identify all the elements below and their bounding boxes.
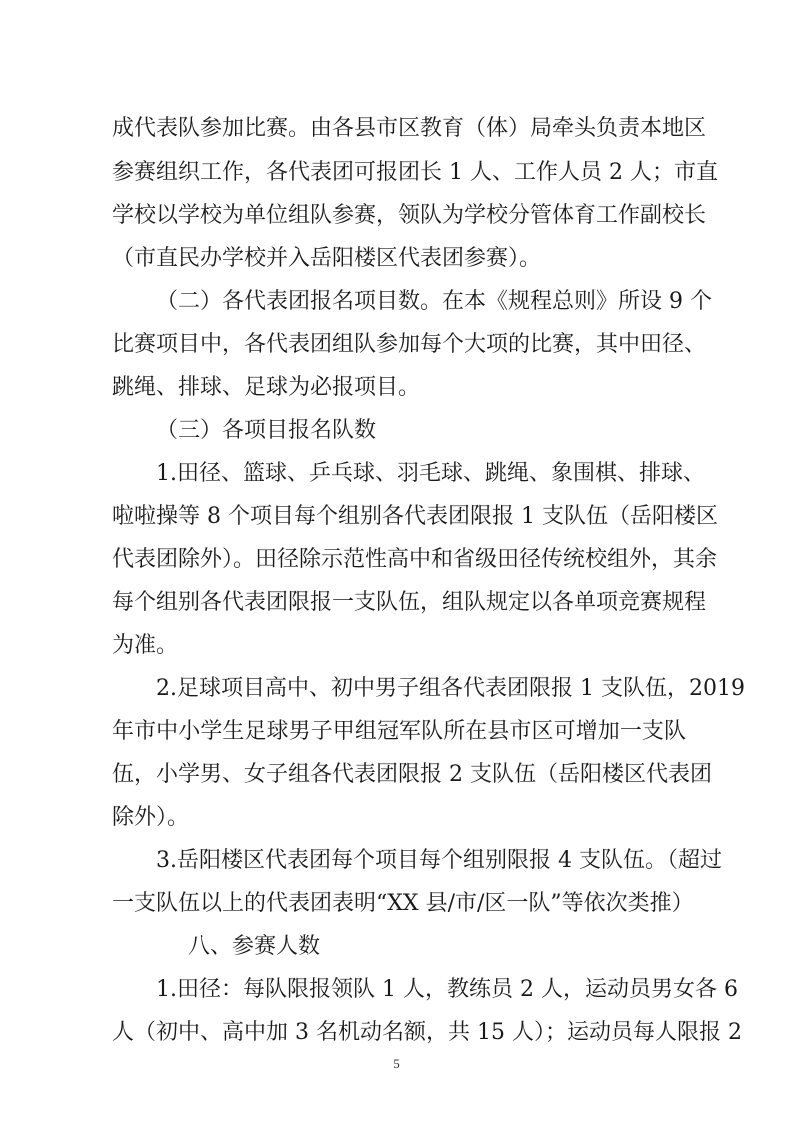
subsection-heading: （二）各代表团报名项目数。在本《规程总则》所设 9 个 (156, 289, 712, 314)
body-text-line: 伍，小学男、女子组各代表团限报 2 支队伍（岳阳楼区代表团 (112, 762, 712, 787)
body-text-line: 代表团除外）。田径除示范性高中和省级田径传统校组外，其余 (112, 547, 718, 572)
body-text-line: 比赛项目中，各代表团组队参加每个大项的比赛，其中田径、 (112, 332, 707, 357)
body-text-line: 学校以学校为单位组队参赛，领队为学校分管体育工作副校长 (112, 203, 707, 228)
body-text-line: 啦啦操等 8 个项目每个组别各代表团限报 1 支队伍（岳阳楼区 (112, 504, 718, 529)
page-number: 5 (393, 1056, 400, 1071)
subsection-heading: （三）各项目报名队数 (156, 418, 377, 443)
body-text-line: （市直民办学校并入岳阳楼区代表团参赛）。 (112, 246, 542, 271)
list-item-text: 3.岳阳楼区代表团每个项目每个组别限报 4 支队伍。（超过 (156, 848, 722, 873)
body-text-line: 年市中小学生足球男子甲组冠军队所在县市区可增加一支队 (112, 719, 686, 744)
body-text-line: 人（初中、高中加 3 名机动名额，共 15 人）；运动员每人限报 2 (112, 1020, 742, 1045)
body-text-line: 一支队伍以上的代表团表明“XX 县/市/区一队”等依次类推） (112, 891, 694, 916)
list-item-text: 2.足球项目高中、初中男子组各代表团限报 1 支队伍，2019 (156, 676, 745, 701)
list-item-text: 1.田径、篮球、乒乓球、羽毛球、跳绳、象围棋、排球、 (156, 461, 705, 486)
body-text-line: 为准。 (112, 633, 179, 658)
body-text-line: 跳绳、排球、足球为必报项目。 (112, 375, 421, 400)
body-text-line: 除外）。 (112, 805, 190, 830)
section-heading: 八、参赛人数 (188, 934, 321, 959)
body-text-line: 成代表队参加比赛。由各县市区教育（体）局牵头负责本地区 (112, 116, 707, 141)
list-item-text: 1.田径：每队限报领队 1 人，教练员 2 人，运动员男女各 6 (156, 977, 738, 1002)
body-text-line: 参赛组织工作，各代表团可报团长 1 人、工作人员 2 人；市直 (112, 160, 718, 185)
body-text-line: 每个组别各代表团限报一支队伍，组队规定以各单项竞赛规程 (112, 590, 707, 615)
